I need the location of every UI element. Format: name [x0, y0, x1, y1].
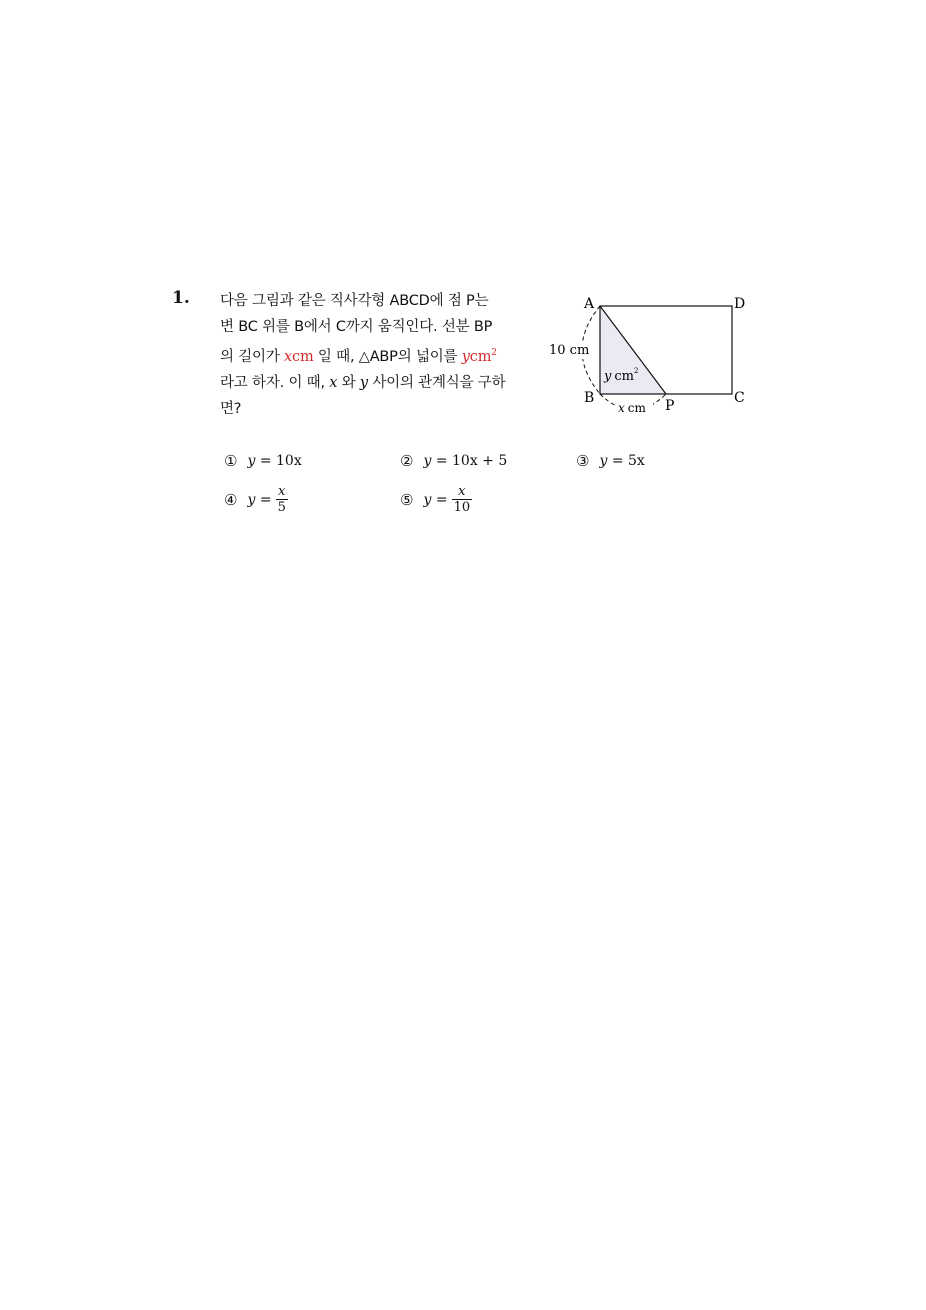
choice-lhs: y	[423, 492, 432, 508]
vertex-p: P	[665, 398, 675, 414]
question-line-1: 다음 그림과 같은 직사각형 ABCD에 점 P는	[220, 293, 489, 309]
question-text	[220, 288, 526, 422]
vertex-c: C	[734, 390, 745, 406]
vertex-d: D	[734, 296, 746, 312]
choice-lhs: y	[247, 492, 256, 508]
choice-lhs: y	[599, 453, 608, 469]
fraction-denominator: 5	[277, 500, 286, 515]
choice-marker: ①	[224, 452, 238, 470]
choice-marker: ④	[224, 491, 238, 509]
fraction	[452, 484, 473, 516]
choice-2[interactable]	[400, 452, 507, 470]
bottom-label	[618, 401, 647, 415]
area-label-unit: cm	[614, 369, 634, 384]
choice-1[interactable]	[224, 452, 302, 470]
choice-marker: ②	[400, 452, 414, 470]
choice-lhs: y	[423, 453, 432, 469]
choice-3[interactable]	[576, 452, 645, 470]
variable-x: x	[329, 375, 338, 391]
question-line-4	[220, 370, 526, 396]
question-line-2: 변 BC 위를 B에서 C까지 움직인다. 선분 BP	[220, 319, 493, 335]
vertex-a: A	[584, 296, 595, 312]
fraction-denominator: 10	[453, 500, 471, 515]
unit-exponent: 2	[491, 348, 497, 358]
rectangle-figure	[544, 288, 764, 420]
variable-x: x	[284, 349, 293, 365]
choice-5[interactable]	[400, 484, 472, 516]
problem-number: 1.	[172, 288, 190, 308]
choice-rhs: =	[259, 492, 272, 508]
fraction	[276, 484, 288, 516]
fraction-numerator: x	[458, 484, 466, 499]
choice-rhs: = 5x	[611, 453, 645, 469]
question-text-part: 일 때, △ABP의 넓이를	[313, 349, 462, 365]
choice-rhs: = 10x + 5	[435, 453, 508, 469]
bottom-label-unit: cm	[627, 401, 646, 415]
choice-4[interactable]	[224, 484, 288, 516]
question-line-5: 면?	[220, 401, 242, 417]
choice-rhs: = 10x	[259, 453, 302, 469]
question-text-part: 와	[337, 375, 360, 391]
choice-marker: ③	[576, 452, 590, 470]
area-label-var: y	[604, 369, 612, 384]
area-label	[603, 367, 638, 384]
choice-rhs: =	[435, 492, 448, 508]
variable-y: y	[461, 349, 470, 365]
question-text-part: 사이의 관계식을 구하	[367, 375, 506, 391]
question-line-3	[220, 340, 526, 370]
bottom-label-var: x	[618, 401, 625, 415]
question-text-part: 의 길이가	[220, 349, 285, 365]
fraction-numerator: x	[278, 484, 286, 499]
choice-marker: ⑤	[400, 491, 414, 509]
side-label: 10 cm	[549, 343, 590, 358]
choice-lhs: y	[247, 453, 256, 469]
vertex-b: B	[584, 390, 595, 406]
unit-cm: cm	[292, 349, 314, 365]
area-label-sup: 2	[633, 367, 639, 375]
unit-cm2: cm	[469, 349, 492, 365]
variable-y: y	[359, 375, 368, 391]
question-text-part: 라고 하자. 이 때,	[220, 375, 330, 391]
